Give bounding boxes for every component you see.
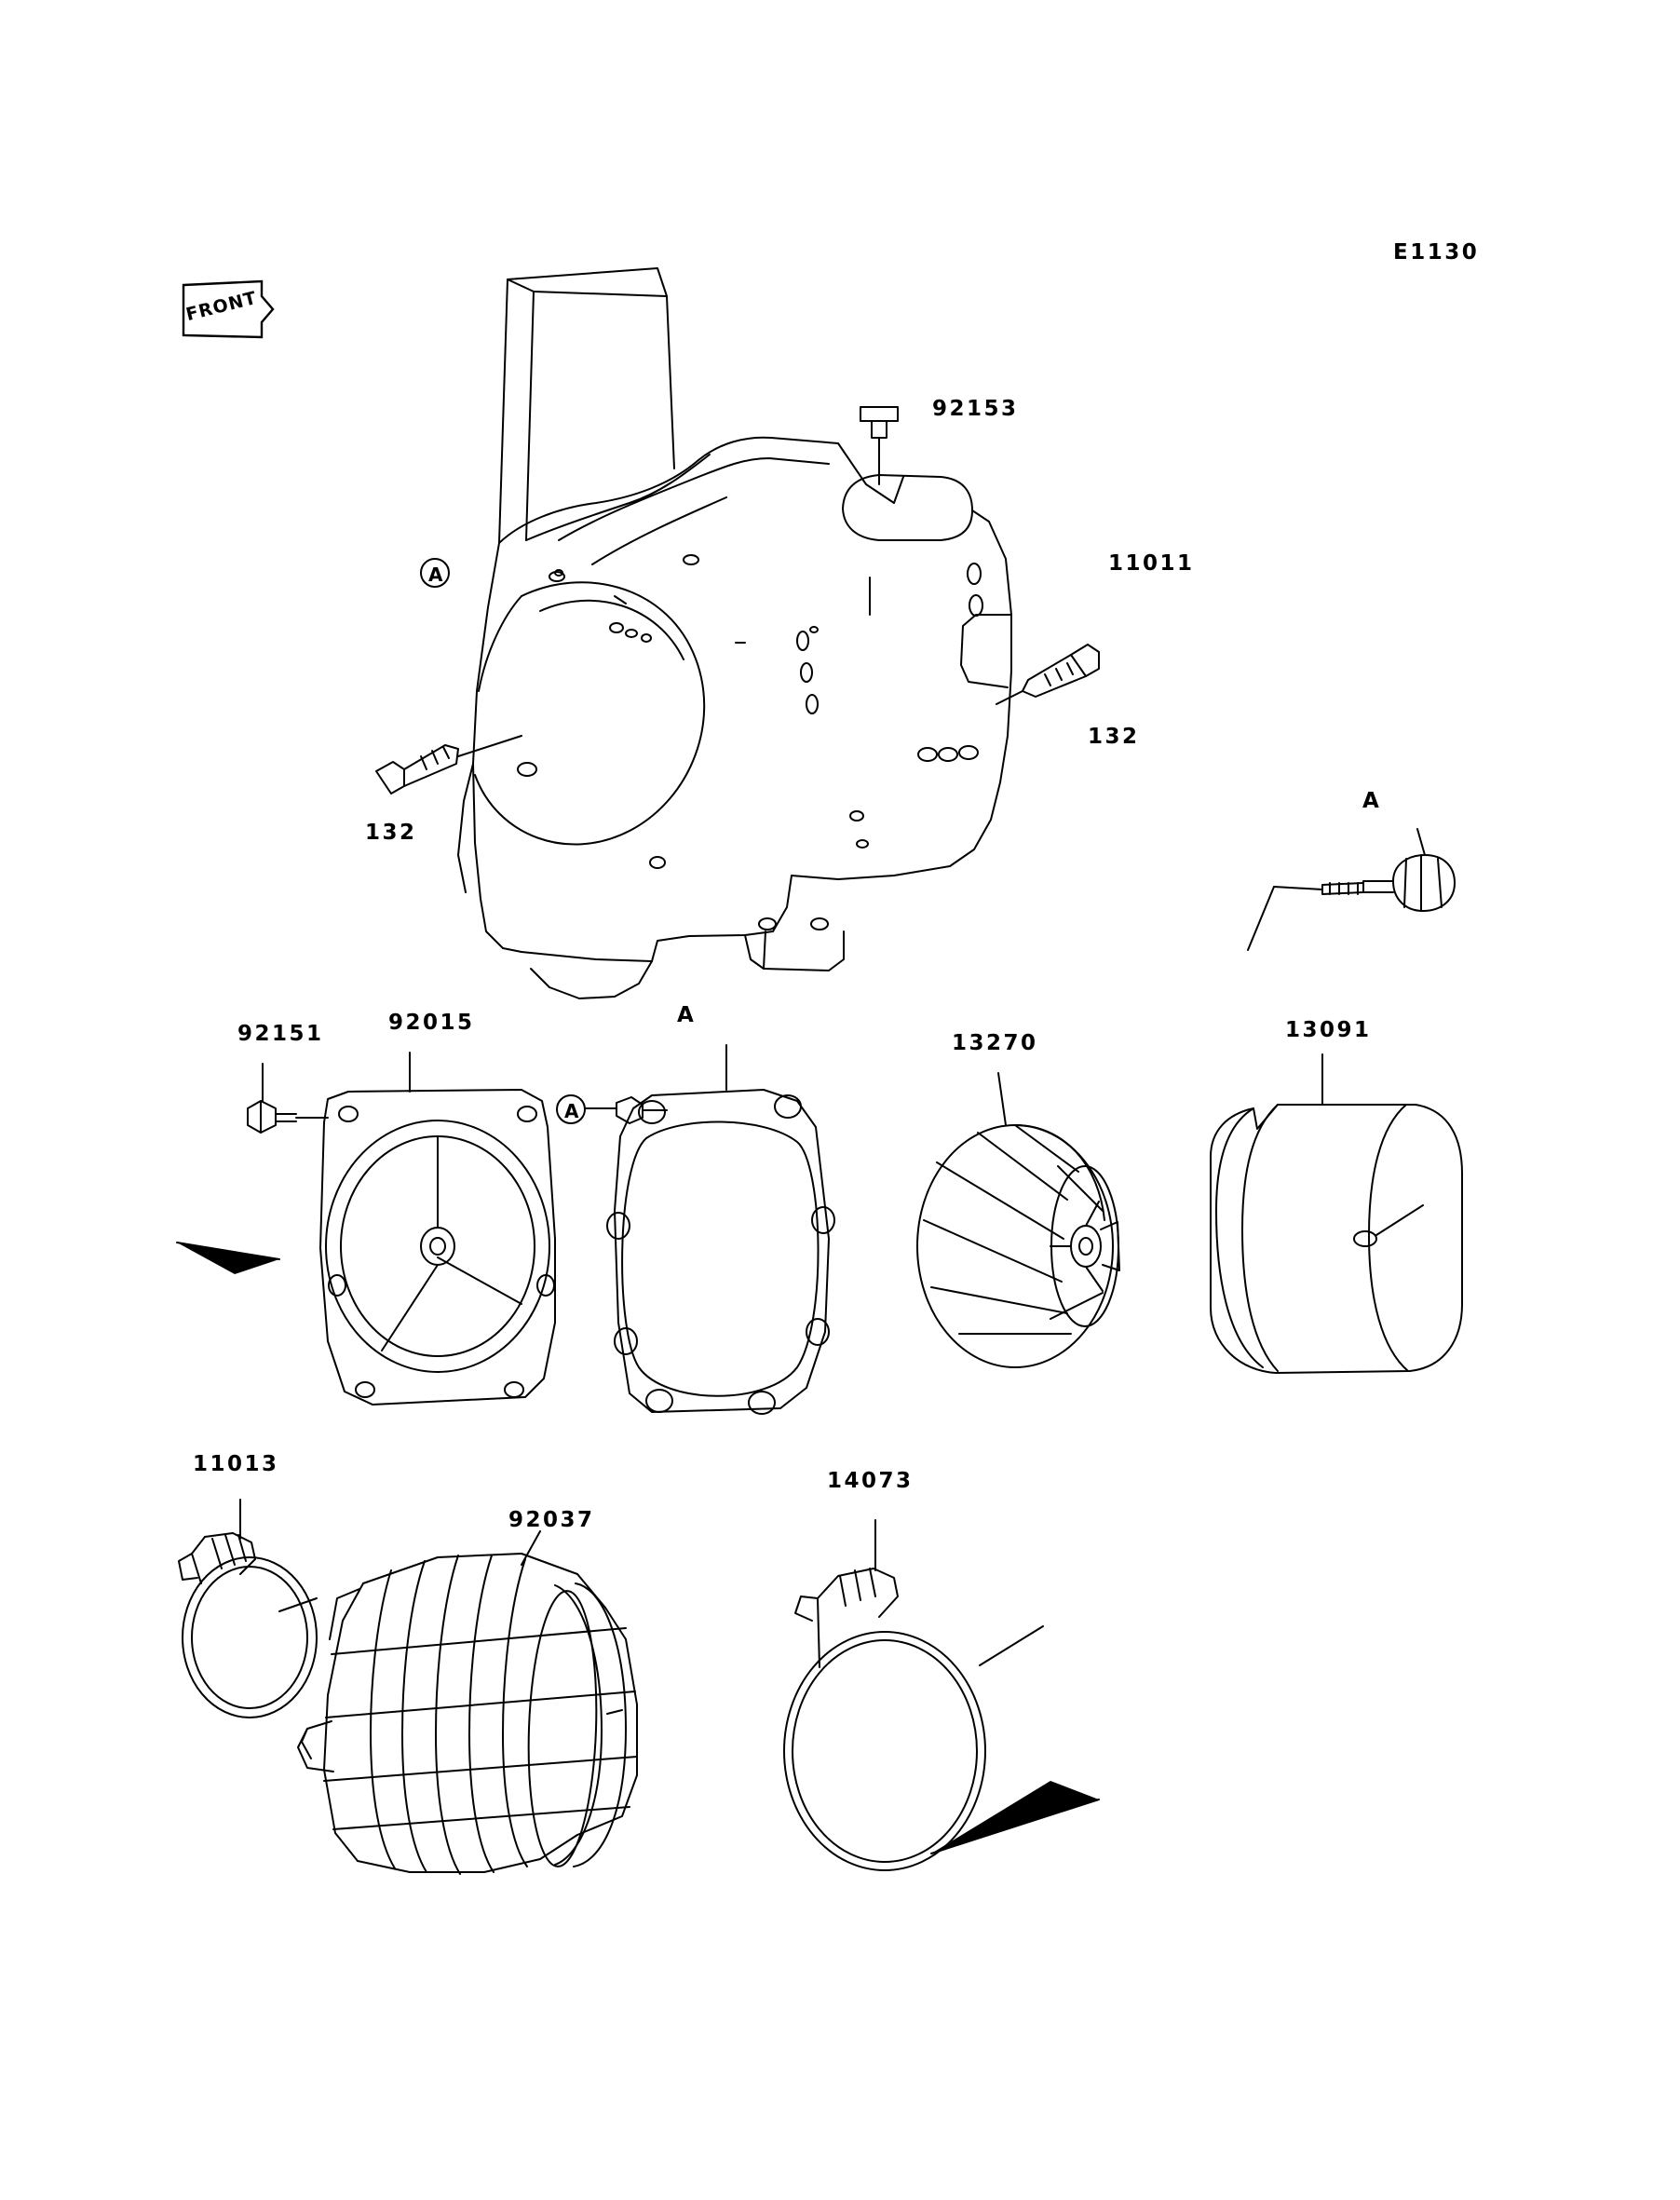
callout-a-element-label: A — [564, 1100, 581, 1122]
part-label-92153: 92153 — [932, 397, 1019, 421]
part-label-14073: 92037 — [508, 1508, 595, 1532]
front-label: FRONT — [183, 287, 260, 326]
part-label-132-left: 132 — [365, 821, 417, 845]
part-label-92151: A — [1362, 789, 1382, 813]
part-label-132-right: 132 — [1088, 725, 1140, 749]
part-label-13270: A — [677, 1003, 697, 1027]
part-label-11013: 13091 — [1285, 1018, 1372, 1042]
part-label-92170: 14073 — [827, 1469, 914, 1493]
part-label-11011: 11011 — [1108, 551, 1195, 576]
part-label-92015: 92151 — [237, 1022, 324, 1046]
part-label-92037: 11013 — [193, 1452, 279, 1476]
part-label-13091: 13270 — [952, 1031, 1038, 1055]
callout-a-cowling — [419, 557, 451, 589]
part-label-13091a: 92015 — [388, 1011, 475, 1035]
callout-a-cowling-label: A — [428, 564, 445, 586]
sheet-code: E1130 — [1393, 240, 1480, 265]
callout-a-element — [555, 1093, 587, 1125]
